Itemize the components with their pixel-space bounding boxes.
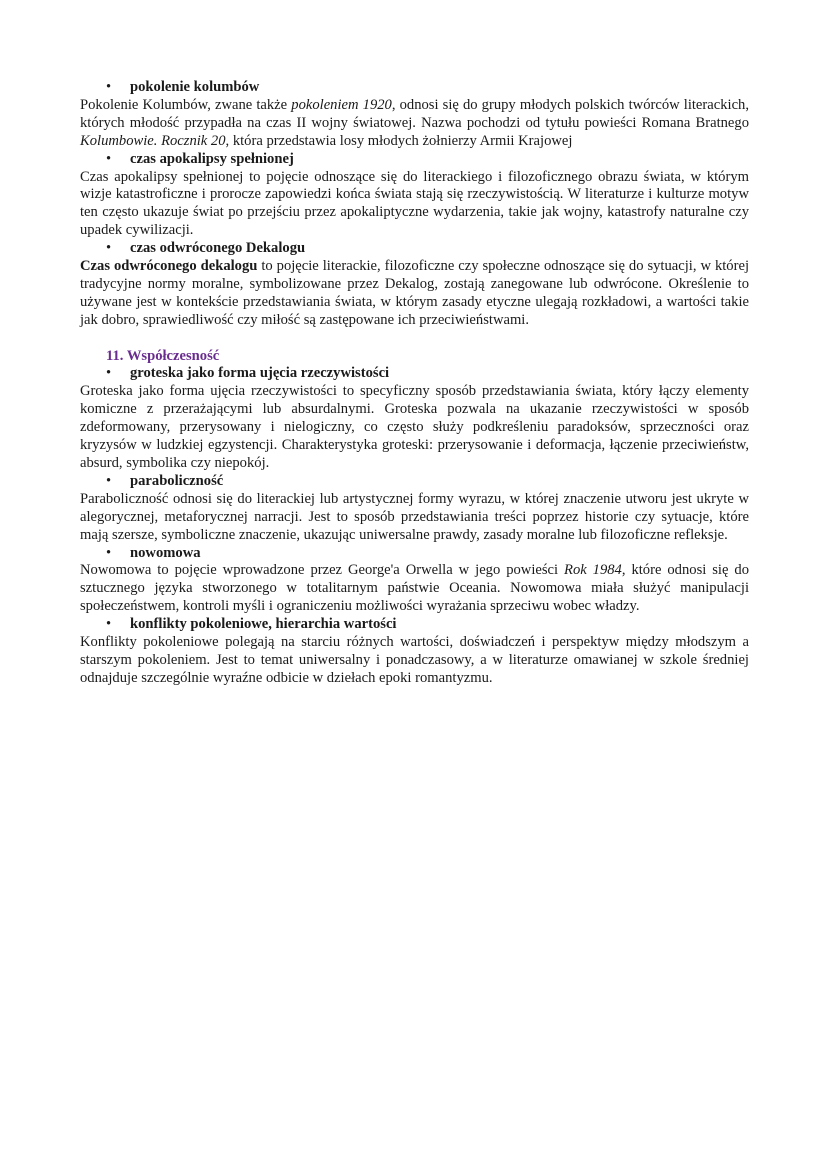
- term-label: czas odwróconego Dekalogu: [130, 240, 306, 257]
- text: Groteska jako forma ujęcia rzeczywistości to specyficzny sposób przedstawiania świata, który łączy elementy komiczne z przerażającymi lub absurdalnymi. Groteska pozwala na ukazanie rzeczywistości w sposób zdeformowany, przerysowany i nielogiczny, co często służy podkreśleniu paradoksów, sprzeczności oraz kryzysów w ludzkiej egzystencji. Charakterystyka groteski: przerysowanie i deformacja, łączenie przeciwieństw, absurd, symbolika czy niepokój.: [80, 383, 749, 472]
- bullet-icon: •: [106, 79, 112, 95]
- document-page: [80, 79, 749, 688]
- text: Pokolenie Kolumbów, zwane także: [80, 96, 292, 113]
- definition-paragraph: [80, 562, 749, 616]
- bullet-icon: •: [106, 240, 112, 257]
- text: to pojęcie literackie, filozoficzne czy społeczne odnoszące się do sytuacji, w której tradycyjne normy moralne, symbolizowane przez Dekalog, zostają zanegowane lub odwrócone. Określenie to używane jest w kontekście przedstawiania świata, w którym zasady etyczne ulegają rozkładowi, a wartości takie jak dobro, sprawiedliwość czy miłość są zastępowane ich przeciwieństwami.: [80, 258, 749, 328]
- term-heading: [80, 616, 749, 634]
- definition-paragraph: [80, 634, 749, 688]
- bullet-icon: •: [106, 150, 112, 167]
- term-label: groteska jako forma ujęcia rzeczywistości: [130, 365, 390, 382]
- italic-text: pokoleniem 1920: [291, 96, 392, 113]
- term-heading: [80, 365, 749, 383]
- term-heading: [80, 151, 749, 169]
- chapter-heading: 11. Współczesność: [106, 347, 220, 364]
- term-label: paraboliczność: [130, 472, 224, 489]
- italic-text: Kolumbowie. Rocznik 20: [80, 132, 226, 149]
- definition-paragraph: [80, 258, 749, 330]
- italic-text: Rok 1984: [564, 562, 622, 579]
- term-heading: [80, 545, 749, 563]
- term-label: pokolenie kolumbów: [130, 79, 260, 95]
- text: , które odnosi się do sztucznego języka stworzonego w totalitarnym państwie Oceania. Nowomowa miała służyć manipulacji społeczeństwem, kontroli myśli i ograniczeniu możliwości wyrażania sprzeciwu wobec władzy.: [80, 562, 749, 615]
- bullet-icon: •: [106, 616, 112, 633]
- term-heading: [80, 79, 749, 97]
- bullet-icon: •: [106, 365, 112, 382]
- term-label: nowomowa: [130, 544, 201, 561]
- definition-paragraph: [80, 383, 749, 473]
- bullet-icon: •: [106, 544, 112, 561]
- term-heading: [80, 240, 749, 258]
- term-label: czas apokalipsy spełnionej: [130, 150, 294, 167]
- text: Paraboliczność odnosi się do literackiej lub artystycznej formy wyrazu, w której znaczenie utworu jest ukryte w alegorycznej, metaforycznej narracji. Jest to sposób przedstawiania treści poprzez historie czy sytuacje, które mają szersze, symboliczne znaczenie, ukazując uniwersalne prawdy, zasady moralne lub filozoficzne refleksje.: [80, 490, 749, 543]
- text: Konflikty pokoleniowe polegają na starciu różnych wartości, doświadczeń i perspektyw między młodszym a starszym pokoleniem. Jest to temat uniwersalny i ponadczasowy, a w literaturze omawianej w szkole średniej odnajduje szczególnie wyraźne odbicie w dziełach epoki romantyzmu.: [80, 634, 749, 686]
- text: , odnosi się do grupy młodych polskich twórców literackich, których młodość przypadła na czas II wojny światowej. Nazwa pochodzi od tytułu powieści Romana Bratnego: [80, 96, 750, 131]
- text: , która przedstawia losy młodych żołnierzy Armii Krajowej: [225, 132, 573, 149]
- term-label: konflikty pokoleniowe, hierarchia wartości: [130, 616, 397, 633]
- bold-text: Czas odwróconego dekalogu: [80, 258, 258, 275]
- text: Nowomowa to pojęcie wprowadzone przez George'a Orwella w jego powieści: [80, 562, 565, 579]
- definition-paragraph: [80, 491, 749, 545]
- bullet-icon: •: [106, 472, 112, 489]
- text: Czas apokalipsy spełnionej to pojęcie odnoszące się do literackiego i filozoficznego obrazu świata, w którym wizje katastroficzne i prorocze zapowiedzi końca świata stają się rzeczywistością. W literaturze i kulturze motyw ten często ukazuje świat po przejściu przez apokaliptyczne wydarzenia, takie jak wojny, katastrofy naturalne czy upadek cywilizacji.: [80, 168, 749, 239]
- term-heading: [80, 473, 749, 491]
- definition-paragraph: [80, 97, 749, 151]
- definition-paragraph: [80, 169, 749, 241]
